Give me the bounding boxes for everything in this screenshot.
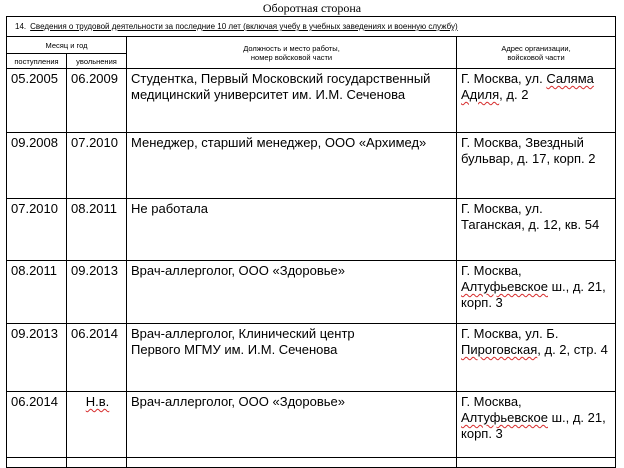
section-header xyxy=(7,17,616,37)
table-row xyxy=(7,133,616,199)
start-date-cell: 05.2005 xyxy=(7,69,67,133)
position-line: Первого МГМУ им. И.М. Сеченова xyxy=(131,342,338,357)
month-year-header: Месяц и год xyxy=(7,37,127,54)
address-line: Таганская, д. 12, кв. 54 xyxy=(461,217,600,232)
address-line: Алтуфьевское ш., д. 21, xyxy=(461,279,606,294)
table-row xyxy=(7,324,616,392)
address-cell xyxy=(457,133,616,199)
address-cell xyxy=(457,69,616,133)
position-line: Студентка, Первый Московский государственный xyxy=(131,71,431,86)
address-line: Алтуфьевское ш., д. 21, xyxy=(461,410,606,425)
spellcheck-word: Алтуфьевское xyxy=(461,279,548,294)
position-header xyxy=(127,37,457,69)
position-cell xyxy=(127,199,457,261)
address-header-line2: войсковой части xyxy=(507,52,565,62)
start-date-cell: 09.2013 xyxy=(7,324,67,392)
section-header-row xyxy=(7,17,616,37)
position-line: Не работала xyxy=(131,201,208,216)
address-line: Г. Москва, xyxy=(461,394,522,409)
address-line: Г. Москва, xyxy=(461,263,522,278)
end-date-value: Н.в. xyxy=(85,394,110,409)
table-row-partial xyxy=(7,458,616,468)
position-cell xyxy=(127,392,457,458)
end-date-cell: 06.2014 xyxy=(67,324,127,392)
admission-header: поступления xyxy=(7,54,67,69)
position-line: медицинский университет им. И.М. Сеченова xyxy=(131,87,406,102)
position-line: Менеджер, старший менеджер, ООО «Архимед» xyxy=(131,135,427,150)
start-date-cell: 08.2011 xyxy=(7,261,67,324)
position-cell xyxy=(127,133,457,199)
table-row xyxy=(7,392,616,458)
position-line: Врач-аллерголог, Клинический центр xyxy=(131,326,355,341)
address-line: Адиля, д. 2 xyxy=(461,87,529,102)
start-date-cell: 09.2008 xyxy=(7,133,67,199)
address-cell xyxy=(457,324,616,392)
address-line: Г. Москва, ул. xyxy=(461,201,543,216)
address-header xyxy=(457,37,616,69)
section-title: Сведения о трудовой деятельности за последние 10 лет (включая учебу в учебных заведениях и военную службу) xyxy=(30,22,458,31)
empty-cell xyxy=(7,458,67,468)
address-cell xyxy=(457,392,616,458)
table-row xyxy=(7,69,616,133)
end-date-cell: 08.2011 xyxy=(67,199,127,261)
end-date-cell xyxy=(67,392,127,458)
table-row xyxy=(7,199,616,261)
address-line: корп. 3 xyxy=(461,426,503,441)
start-date-cell: 07.2010 xyxy=(7,199,67,261)
address-line: корп. 3 xyxy=(461,295,503,310)
address-line: Г. Москва, ул. Б. xyxy=(461,326,559,341)
table-row xyxy=(7,261,616,324)
dismissal-header: увольнения xyxy=(67,54,127,69)
spellcheck-word: Адиля xyxy=(461,87,500,102)
position-cell xyxy=(127,324,457,392)
end-date-cell: 07.2010 xyxy=(67,133,127,199)
address-cell xyxy=(457,199,616,261)
end-date-cell: 09.2013 xyxy=(67,261,127,324)
position-header-line2: номер войсковой части xyxy=(250,52,333,62)
address-cell xyxy=(457,261,616,324)
position-cell xyxy=(127,261,457,324)
empty-cell xyxy=(67,458,127,468)
empty-cell xyxy=(457,458,616,468)
position-line: Врач-аллерголог, ООО «Здоровье» xyxy=(131,263,345,278)
position-header-line1: Должность и место работы, xyxy=(243,43,340,53)
empty-cell xyxy=(127,458,457,468)
address-line: Г. Москва, Звездный xyxy=(461,135,584,150)
spellcheck-word: Пироговская xyxy=(461,342,538,357)
end-date-cell: 06.2009 xyxy=(67,69,127,133)
employment-history-table xyxy=(6,16,616,468)
spellcheck-word: Салямa xyxy=(546,71,594,86)
address-header-line1: Адрес организации, xyxy=(501,43,571,53)
spellcheck-word: Алтуфьевское xyxy=(461,410,548,425)
position-line: Врач-аллерголог, ООО «Здоровье» xyxy=(131,394,345,409)
address-line: Пироговская, д. 2, стр. 4 xyxy=(461,342,608,357)
position-cell xyxy=(127,69,457,133)
address-line: бульвар, д. 17, корп. 2 xyxy=(461,151,596,166)
section-number: 14. xyxy=(15,22,27,31)
column-header-row xyxy=(7,37,616,54)
page-title: Оборотная сторона xyxy=(262,1,362,15)
address-line: Г. Москва, ул. Салямa xyxy=(461,71,594,86)
start-date-cell: 06.2014 xyxy=(7,392,67,458)
